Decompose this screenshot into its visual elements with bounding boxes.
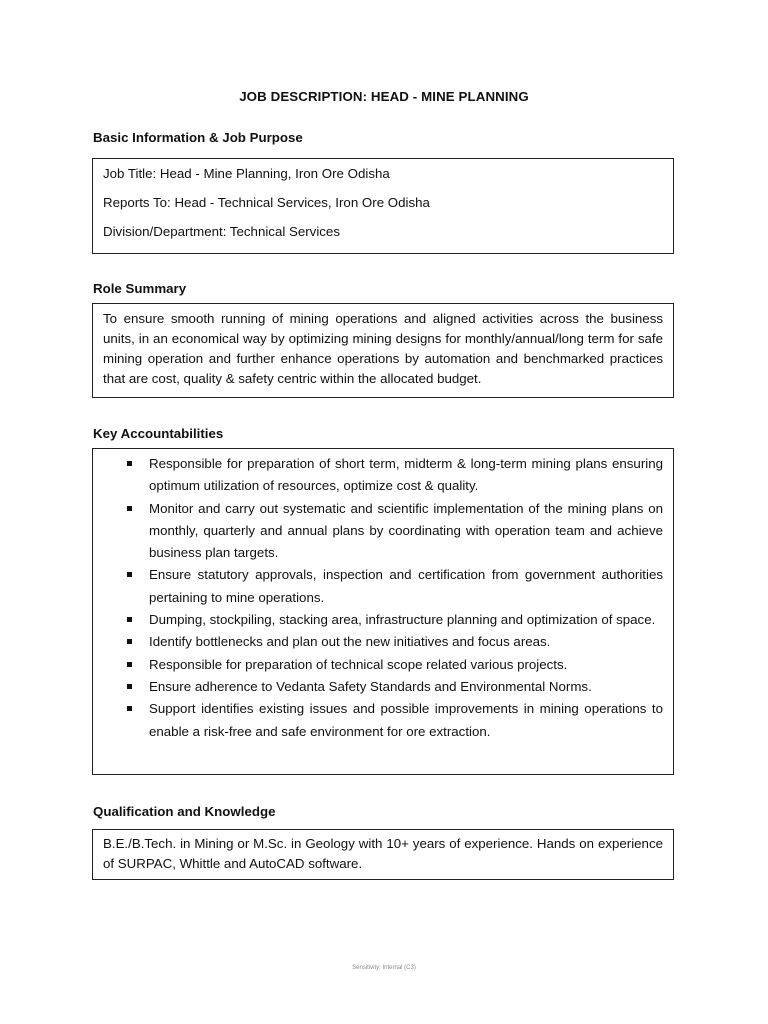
bullet-icon [127, 617, 132, 622]
key-accountabilities-heading: Key Accountabilities [93, 426, 224, 441]
list-item-text: Ensure adherence to Vedanta Safety Standards and Environmental Norms. [149, 678, 592, 694]
list-item-text: Dumping, stockpiling, stacking area, infrastructure planning and optimization of space. [149, 612, 656, 628]
list-item [103, 698, 663, 743]
qualification-box [92, 829, 674, 880]
role-summary-text: To ensure smooth running of mining operations and aligned activities across the business units, in an economical way by optimizing mining designs for monthly/annual/long term for safe mining operation and further enhance operations by automation and benchmarked practices that are cost, quality & safety centric within the allocated budget. [103, 311, 663, 386]
list-item [103, 631, 663, 653]
list-item [103, 453, 663, 498]
bullet-icon [127, 706, 132, 711]
list-item-text: Responsible for preparation of short term, midterm & long-term mining plans ensuring optimum utilization of resources, optimize cost & quality. [149, 456, 663, 494]
basic-info-heading: Basic Information & Job Purpose [93, 130, 303, 145]
list-item [103, 676, 663, 698]
sensitivity-footer: Sensitivity: Internal (C3) [352, 965, 416, 971]
list-item [103, 564, 663, 609]
basic-info-box [92, 158, 674, 254]
list-item-text: Support identifies existing issues and possible improvements in mining operations to enable a risk-free and safe environment for ore extraction. [149, 701, 663, 739]
list-item-text: Monitor and carry out systematic and scientific implementation of the mining plans on monthly, quarterly and annual plans by coordinating with operation team and achieve business plan targets. [149, 500, 663, 561]
key-accountabilities-box [92, 448, 674, 775]
role-summary-box [92, 303, 674, 398]
bullet-icon [127, 639, 132, 644]
list-item-text: Responsible for preparation of technical scope related various projects. [149, 656, 568, 672]
bullet-icon [127, 662, 132, 667]
qualification-text: B.E./B.Tech. in Mining or M.Sc. in Geology with 10+ years of experience. Hands on experience of SURPAC, Whittle and AutoCAD software. [103, 836, 663, 871]
bullet-icon [127, 684, 132, 689]
bullet-icon [127, 506, 132, 511]
job-title-line: Job Title: Head - Mine Planning, Iron Ore Odisha [103, 166, 390, 181]
bullet-icon [127, 461, 132, 466]
qualification-heading: Qualification and Knowledge [93, 804, 276, 819]
list-item-text: Identify bottlenecks and plan out the new initiatives and focus areas. [149, 634, 551, 650]
reports-to-line: Reports To: Head - Technical Services, Iron Ore Odisha [103, 195, 430, 210]
role-summary-heading: Role Summary [93, 281, 187, 296]
bullet-icon [127, 572, 132, 577]
key-accountabilities-list [103, 453, 663, 743]
list-item [103, 498, 663, 565]
division-line: Division/Department: Technical Services [103, 224, 340, 239]
list-item [103, 609, 663, 631]
list-item [103, 654, 663, 676]
list-item-text: Ensure statutory approvals, inspection and certification from government authorities pertaining to mine operations. [149, 567, 663, 605]
document-title: JOB DESCRIPTION: HEAD - MINE PLANNING [239, 89, 529, 104]
